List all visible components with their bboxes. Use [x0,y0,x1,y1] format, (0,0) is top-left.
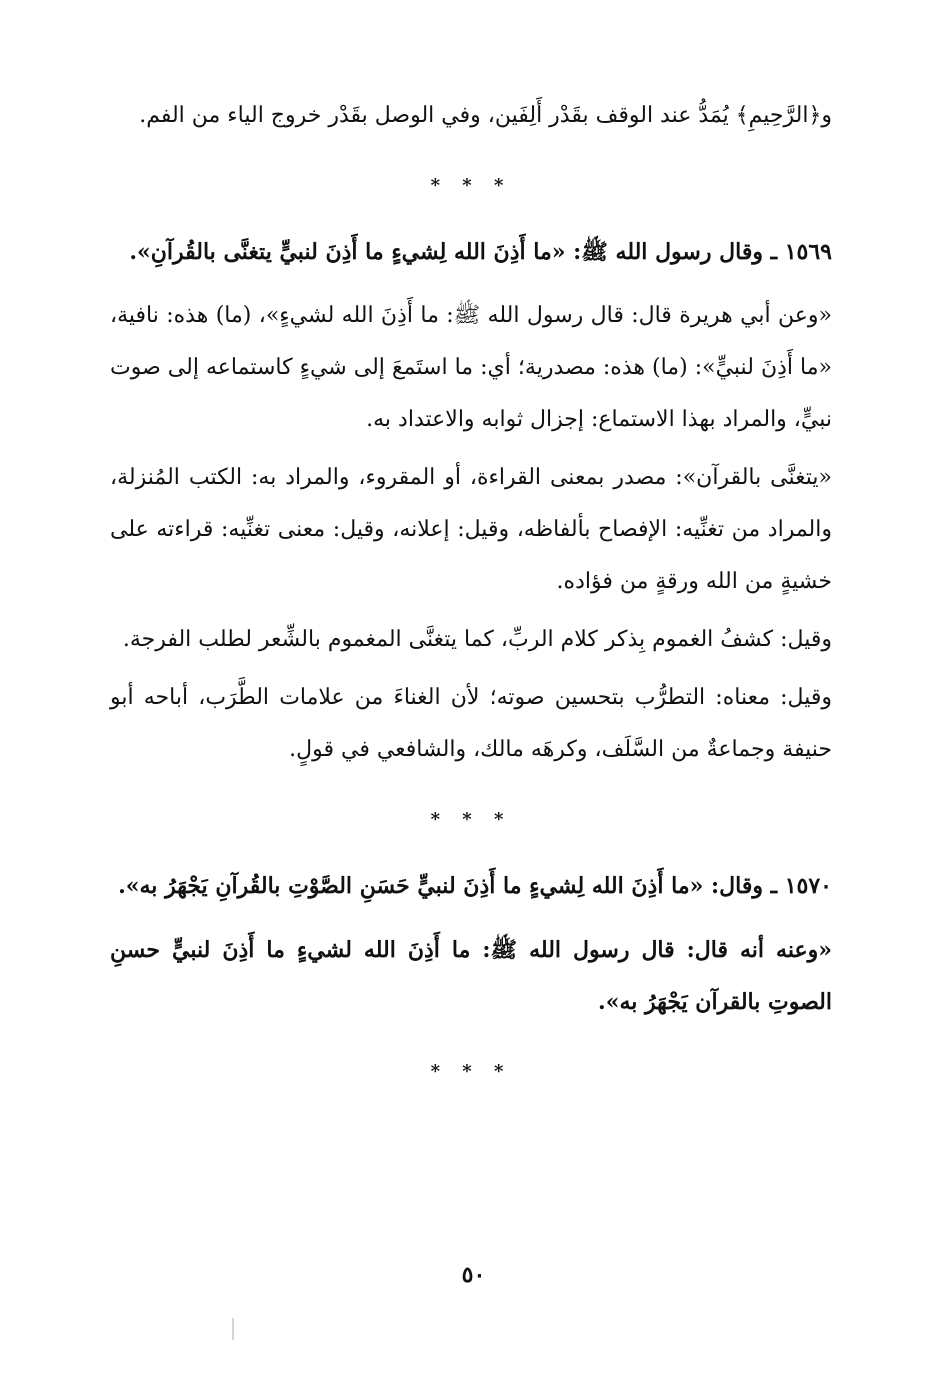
page-number: ٥٠ [461,1262,486,1288]
scan-margin-mark [232,1318,234,1340]
commentary-yataghanna: «يتغنَّى بالقرآن»: مصدر بمعنى القراءة، أو المقروء، والمراد به: الكتب المُنزلة، والمراد من تغنِّيه: الإفصاح بألفاظه، وقيل: إعلانه، وقيل: معنى تغنِّيه: قراءته على خشيةٍ من الله ورقةٍ من فؤاده. [110,465,832,594]
page-body [110,90,832,1112]
commentary-kashf-ghumum: وقيل: كشفُ الغموم بِذكر كلام الربِّ، كما يتغنَّى المغموم بالشِّعر لطلب الفرجة. [122,627,832,652]
section-separator: * * * [430,175,512,196]
commentary-hadith-1570: «وعنه أنه قال: قال رسول الله ﷺ: ما أَذِنَ الله لشيءٍ ما أَذِنَ لنبيٍّ حسنِ الصوتِ بالقرآن يَجْهَرُ به». [110,937,832,1015]
section-separator: * * * [430,1061,512,1082]
section-separator: * * * [430,809,512,830]
hadith-1570: ١٥٧٠ ـ وقال: «ما أَذِنَ الله لِشيءٍ ما أَذِنَ لنبيٍّ حَسَنِ الصَّوْتِ بالقُرآنِ يَجْهَرُ به». [118,873,832,899]
paragraph-rahim: و﴿الرَّحِيمِ﴾ يُمَدُّ عند الوقف بقَدْر أَلِفَين، وفي الوصل بقَدْر خروج الياء من الفم. [139,103,832,128]
commentary-abu-hurayra: «وعن أبي هريرة قال: قال رسول الله ﷺ: ما أَذِنَ الله لشيءٍ»، (ما) هذه: نافية، «ما أَذِنَ لنبيٍّ»: (ما) هذه: مصدرية؛ أي: ما استَمعَ إلى شيءٍ كاستماعه إلى صوت نبيٍّ، والمراد بهذا الاستماع: إجزال ثوابه والاعتداد به. [110,303,832,432]
hadith-1569: ١٥٦٩ ـ وقال رسول الله ﷺ: «ما أَذِنَ الله لِشيءٍ ما أَذِنَ لنبيٍّ يتغنَّى بالقُرآنِ». [129,239,832,265]
commentary-tatarrub: وقيل: معناه: التطرُّب بتحسين صوته؛ لأن الغناءَ من علامات الطَّرَب، أباحه أبو حنيفة وجماعةٌ من السَّلَف، وكرهَه مالك، والشافعي في قولٍ. [110,685,832,762]
